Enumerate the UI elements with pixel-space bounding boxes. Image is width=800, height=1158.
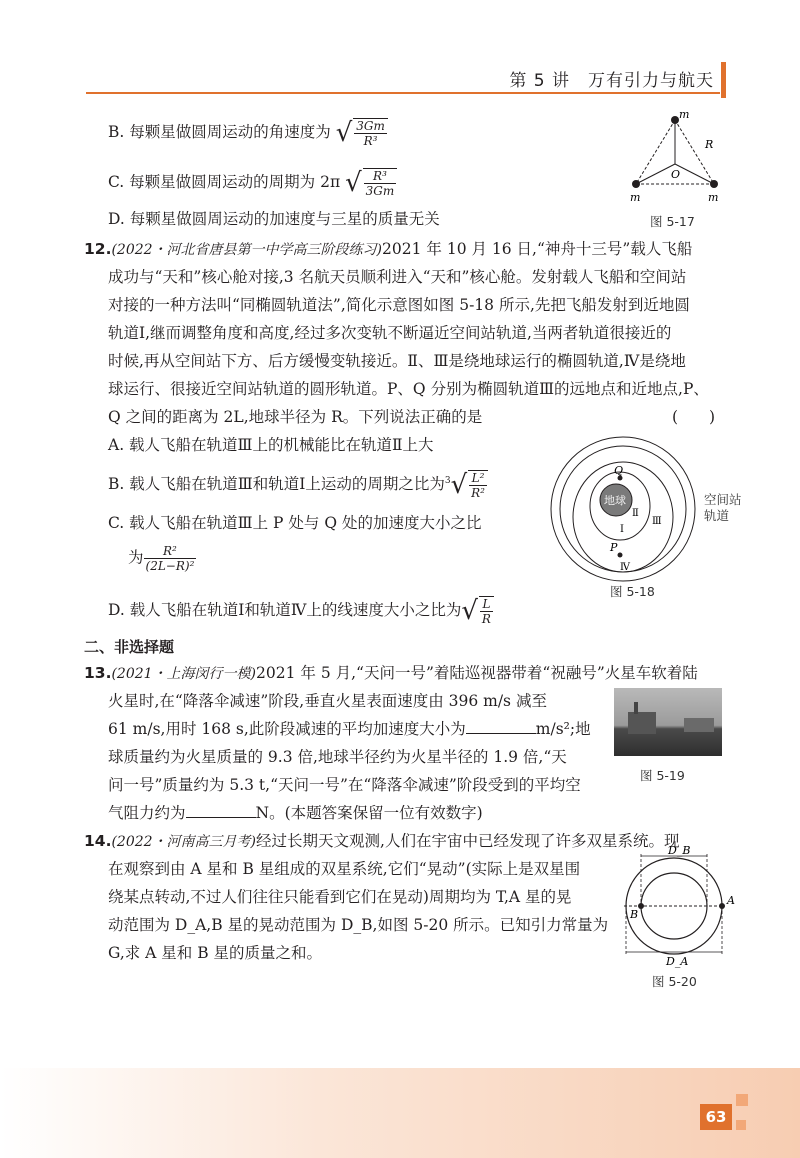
station-label: 空间站 轨道 [704,492,742,523]
page-number: 63 [700,1104,732,1130]
q13-line-1: 13.(2021・上海闵行一模)2021 年 5 月,“天问一号”着陆巡视器带着“祝融号”火星车软着陆 [84,664,698,682]
q11-option-d: D. 每颗星做圆周运动的加速度与三星的质量无关 [108,210,440,228]
mass-label: m [630,191,641,204]
section-heading: 二、非选择题 [84,638,175,656]
decor-square [736,1094,748,1106]
q13-line-3: 61 m/s,用时 168 s,此阶段减速的平均加速度大小为 m/s²;地 [108,716,591,742]
q12-line-3: 对接的一种方法叫“同椭圆轨道法”,简化示意图如图 5-18 所示,先把飞船发射到近地圆 [108,296,690,314]
q12-line-4: 轨道Ⅰ,继而调整角度和高度,经过多次变轨不断逼近空间站轨道,当两者轨道很接近的 [108,324,672,342]
q12-line-6: 球运行、很接近空间站轨道的圆形轨道。P、Q 分别为椭圆轨道Ⅲ的远地点和近地点,P、 [108,380,709,398]
star-b-label: B [630,908,639,921]
q12-option-d: D. 载人飞船在轨道Ⅰ和轨道Ⅳ上的线速度大小之比为√ $\frac{L}{R}$ [108,596,494,626]
three-star-diagram [620,108,730,208]
q14-line-4: 动范围为 D_A,B 星的晃动范围为 D_B,如图 5-20 所示。已知引力常量为 [108,916,609,934]
q12-line-7: Q 之间的距离为 2L,地球半径为 R。下列说法正确的是 [108,408,483,426]
q13-line-5: 问一号”质量约为 5.3 t,“天问一号”在“降落伞减速”阶段受到的平均空 [108,776,581,794]
point-p-label: P [610,541,618,554]
answer-blank[interactable] [466,717,536,734]
orbit-iv-label: Ⅳ [620,562,630,573]
q12-line-1: 12.(2022・河北省唐县第一中学高三阶段练习)2021 年 10 月 16 日,“神舟十三号”载人飞船 [84,240,693,258]
q13-line-2: 火星时,在“降落伞减速”阶段,垂直火星表面速度由 396 m/s 减至 [108,692,547,710]
header-accent-bar [721,62,726,98]
q12-option-c-cont: 为 $\frac{\text{R²}}{\text{(2L−R)²}}$ [128,544,195,573]
q13-line-4: 球质量约为火星质量的 9.3 倍,地球半径约为火星半径的 1.9 倍,“天 [108,748,567,766]
point-q-label: Q [614,464,624,477]
da-label: D_A [666,955,689,968]
footer-band [0,1068,800,1158]
q14-line-1: 14.(2022・河南高三月考)经过长期天文观测,人们在宇宙中已经发现了许多双星系统。现 [84,832,680,850]
q11-option-b: B. 每颗星做圆周运动的角速度为 √ $\frac{3Gm}{\text{R³}}$ [108,118,388,148]
db-label: D_B [668,844,691,857]
answer-paren: ( ) [672,408,716,426]
figure-caption: 图 5-17 [650,214,695,229]
decor-square [736,1120,746,1130]
q12-option-a: A. 载人飞船在轨道Ⅲ上的机械能比在轨道Ⅱ上大 [108,436,434,454]
q14-line-2: 在观察到由 A 星和 B 星组成的双星系统,它们“晃动”(实际上是双星围 [108,860,581,878]
mass-label: m [708,191,719,204]
q11-option-c: C. 每颗星做圆周运动的周期为 2π √ $\frac{\text{R³}}{3Gm}$ [108,168,397,198]
answer-blank[interactable] [186,801,256,818]
q12-option-c: C. 载人飞船在轨道Ⅲ上 P 处与 Q 处的加速度大小之比 [108,514,482,532]
q12-line-2: 成功与“天和”核心舱对接,3 名航天员顺利进入“天和”核心舱。发射载人飞船和空间站 [108,268,687,286]
mass-label: m [679,108,690,121]
center-label: O [671,168,681,181]
radius-label: R [705,138,714,151]
star-a-label: A [727,894,735,907]
mars-rover-photo [614,688,722,756]
chapter-title: 第 5 讲 万有引力与航天 [509,71,714,91]
figure-caption: 图 5-18 [610,584,655,599]
q14-line-5: G,求 A 星和 B 星的质量之和。 [108,944,323,962]
earth-label: 地球 [604,494,626,507]
q13-line-6: 气阻力约为 N。(本题答案保留一位有效数字) [108,800,483,826]
q12-line-5: 时候,再从空间站下方、后方缓慢变轨接近。Ⅱ、Ⅲ是绕地球运行的椭圆轨道,Ⅳ是绕地 [108,352,686,370]
orbit-ii-label: Ⅱ [632,508,639,519]
orbit-i-label: Ⅰ [620,524,624,535]
orbit-iii-label: Ⅲ [652,516,662,527]
binary-star-diagram [616,842,740,968]
q14-line-3: 绕某点转动,不过人们往往只能看到它们在晃动)周期均为 T,A 星的晃 [108,888,572,906]
figure-caption: 图 5-20 [652,974,697,989]
q12-option-b: B. 载人飞船在轨道Ⅲ和轨道Ⅰ上运动的周期之比为$^3$√ $\frac{\text{L²}}{\text{R²}}$ [108,468,488,500]
orbit-diagram [548,434,698,584]
header-rule [86,92,720,94]
figure-caption: 图 5-19 [640,768,685,783]
